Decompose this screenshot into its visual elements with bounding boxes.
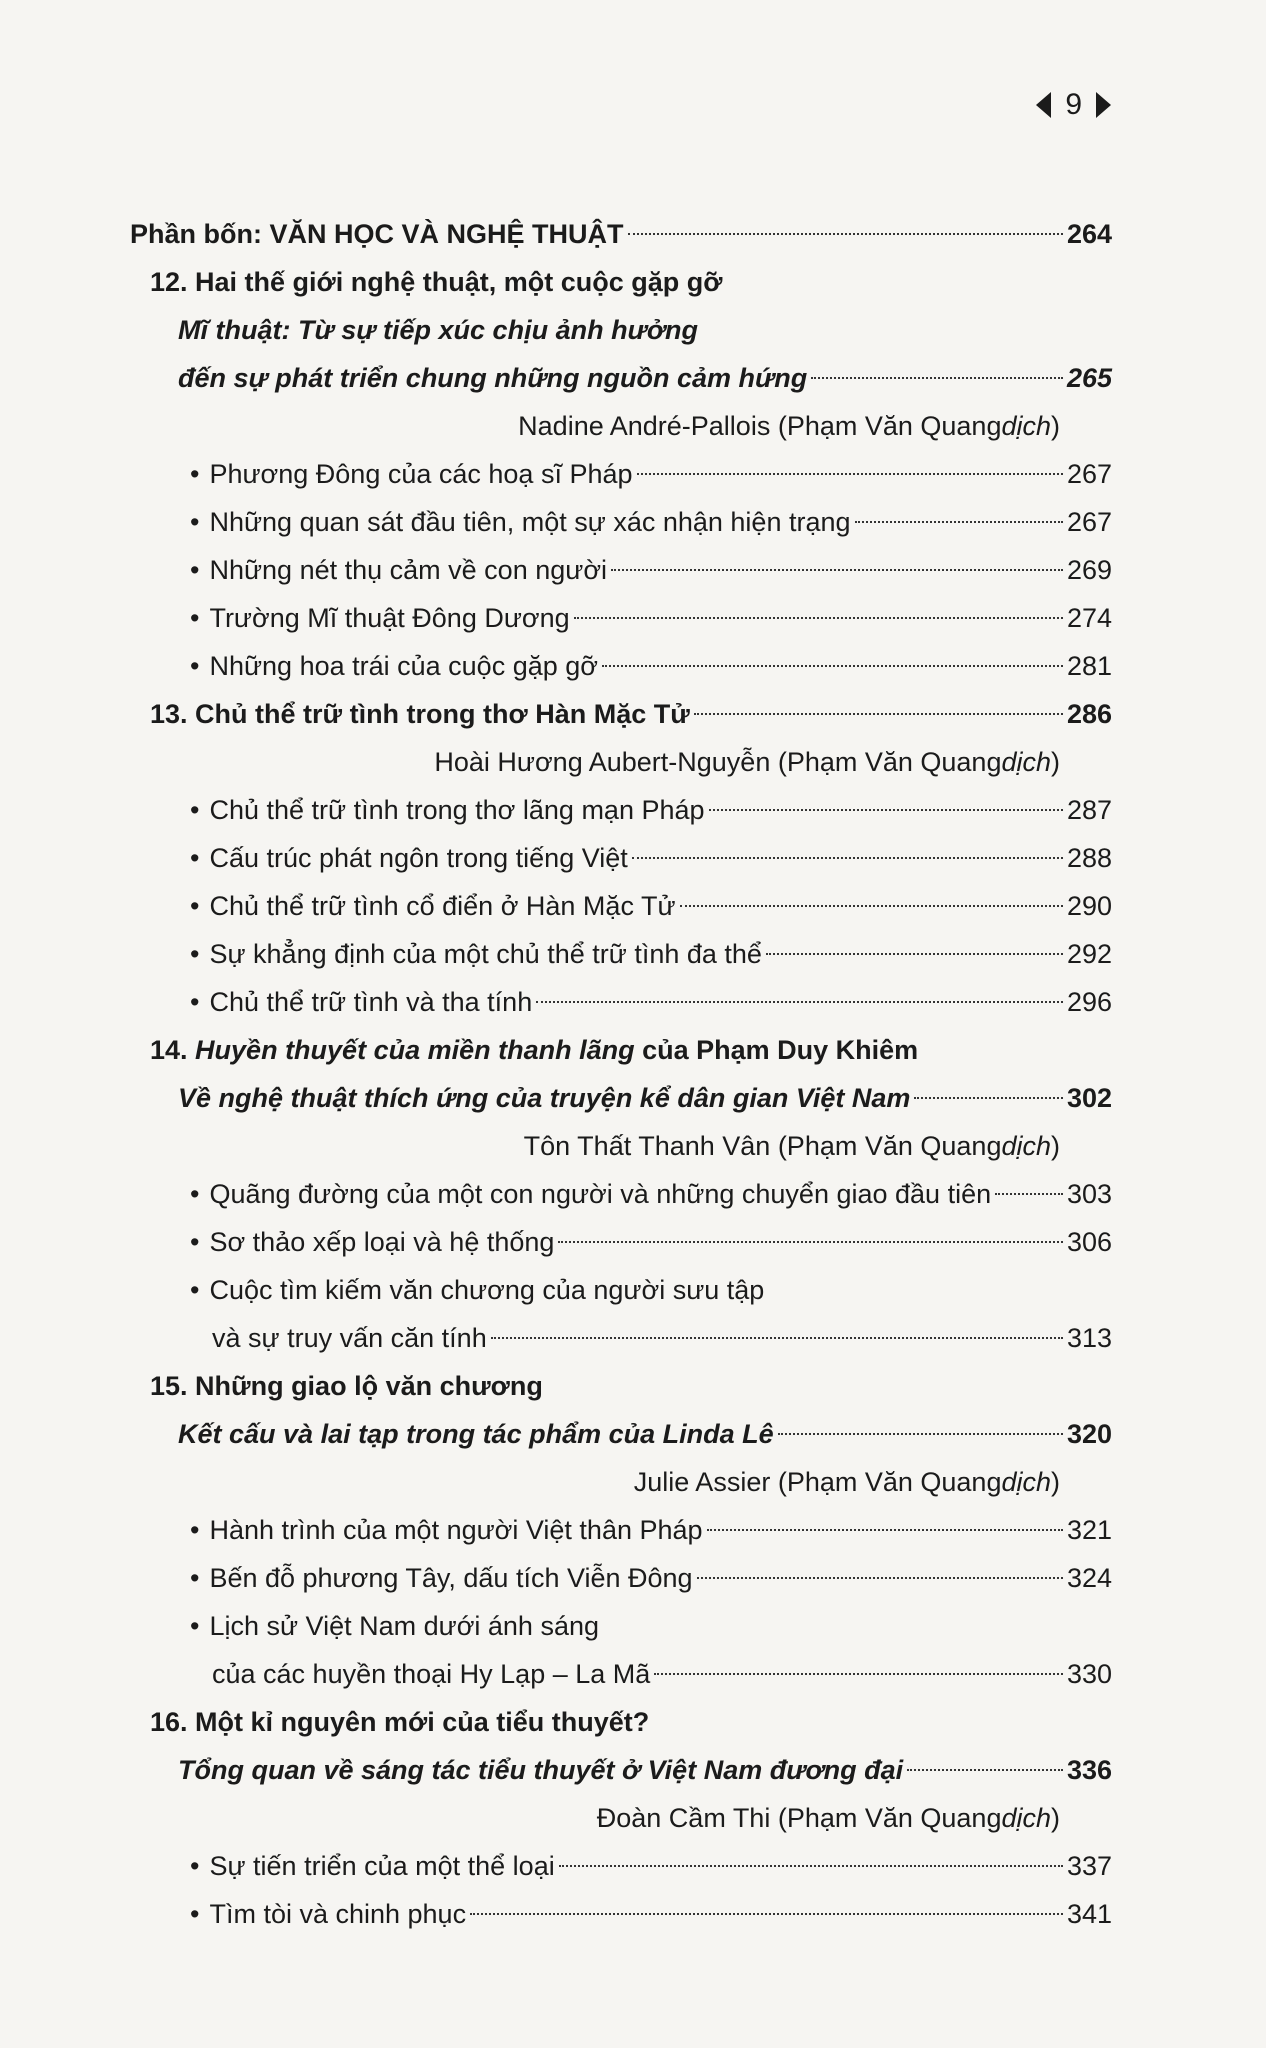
page-ref: 287 <box>1066 795 1112 825</box>
toc-section: • Sự tiến triển của một thể loại 337 <box>130 1842 1112 1890</box>
page-ref: 265 <box>1066 363 1112 393</box>
page-ref: 286 <box>1066 699 1112 729</box>
toc-section: • Quãng đường của một con người và những chuyển giao đầu tiên 303 <box>130 1170 1112 1218</box>
toc-section: • Chủ thể trữ tình và tha tính 296 <box>130 978 1112 1026</box>
toc-section-continuation: và sự truy vấn căn tính 313 <box>130 1314 1112 1362</box>
dot-leader <box>811 377 1063 379</box>
dot-leader <box>637 473 1063 475</box>
dot-leader <box>574 617 1063 619</box>
chapter-author: Nadine André-Pallois (Phạm Văn Quang dịch ) <box>518 411 1060 441</box>
chapter-title: 12. Hai thế giới nghệ thuật, một cuộc gặp gỡ <box>150 267 723 297</box>
page-ref: 290 <box>1066 891 1112 921</box>
chapter-subtitle: Tổng quan về sáng tác tiểu thuyết ở Việt Nam đương đại 336 <box>130 1746 1112 1794</box>
chapter-title: 16. Một kỉ nguyên mới của tiểu thuyết? <box>150 1707 650 1737</box>
dot-leader <box>602 665 1063 667</box>
dot-leader <box>709 809 1063 811</box>
page-ref: 337 <box>1066 1851 1112 1881</box>
dot-leader <box>855 521 1063 523</box>
page-ref: 330 <box>1066 1659 1112 1689</box>
page-ref: 341 <box>1066 1899 1112 1929</box>
chapter-author: Tôn Thất Thanh Vân (Phạm Văn Quang dịch ) <box>523 1131 1060 1161</box>
dot-leader <box>611 569 1063 571</box>
toc-section: • Trường Mĩ thuật Đông Dương 274 <box>130 594 1112 642</box>
toc-section: • Chủ thể trữ tình cổ điển ở Hàn Mặc Tử 290 <box>130 882 1112 930</box>
dot-leader <box>778 1433 1063 1435</box>
page-ref: 267 <box>1066 459 1112 489</box>
page-ref: 264 <box>1066 219 1112 249</box>
toc-section: • Những quan sát đầu tiên, một sự xác nhận hiện trạng 267 <box>130 498 1112 546</box>
toc-section: • Bến đỗ phương Tây, dấu tích Viễn Đông 324 <box>130 1554 1112 1602</box>
toc-section: • Chủ thể trữ tình trong thơ lãng mạn Pháp 287 <box>130 786 1112 834</box>
dot-leader <box>694 713 1063 715</box>
toc-section-continuation: của các huyền thoại Hy Lạp – La Mã 330 <box>130 1650 1112 1698</box>
page-number: 9 <box>1065 88 1082 121</box>
triangle-right-icon <box>1096 92 1111 118</box>
chapter-author: Hoài Hương Aubert-Nguyễn (Phạm Văn Quang dịch ) <box>434 747 1060 777</box>
toc-section: • Phương Đông của các hoạ sĩ Pháp 267 <box>130 450 1112 498</box>
part-title: Phần bốn: VĂN HỌC VÀ NGHỆ THUẬT <box>130 219 624 249</box>
triangle-left-icon <box>1036 92 1051 118</box>
dot-leader <box>628 233 1063 235</box>
dot-leader <box>559 1865 1063 1867</box>
chapter-title: 13. Chủ thể trữ tình trong thơ Hàn Mặc Tử 286 <box>130 690 1112 738</box>
chapter-title: 15. Những giao lộ văn chương <box>150 1371 543 1401</box>
toc-section: • Những nét thụ cảm về con người 269 <box>130 546 1112 594</box>
page-ref: 303 <box>1066 1179 1112 1209</box>
dot-leader <box>632 857 1063 859</box>
toc-section: • Lịch sử Việt Nam dưới ánh sáng <box>190 1611 600 1641</box>
chapter-subtitle: Mĩ thuật: Từ sự tiếp xúc chịu ảnh hưởng <box>178 315 698 345</box>
toc-section: • Sự khẳng định của một chủ thể trữ tình đa thể 292 <box>130 930 1112 978</box>
chapter-subtitle: đến sự phát triển chung những nguồn cảm hứng 265 <box>130 354 1112 402</box>
page-ref: 281 <box>1066 651 1112 681</box>
dot-leader <box>697 1577 1063 1579</box>
dot-leader <box>707 1529 1063 1531</box>
toc-section: • Cấu trúc phát ngôn trong tiếng Việt 288 <box>130 834 1112 882</box>
dot-leader <box>914 1097 1063 1099</box>
dot-leader <box>766 953 1063 955</box>
chapter-title: 14. Huyền thuyết của miền thanh lãng của Phạm Duy Khiêm <box>150 1035 919 1065</box>
page-ref: 302 <box>1066 1083 1112 1113</box>
dot-leader <box>654 1673 1063 1675</box>
page-ref: 269 <box>1066 555 1112 585</box>
chapter-author: Julie Assier (Phạm Văn Quang dịch ) <box>633 1467 1060 1497</box>
toc-section: • Những hoa trái của cuộc gặp gỡ 281 <box>130 642 1112 690</box>
page-ref: 274 <box>1066 603 1112 633</box>
table-of-contents <box>130 210 1112 1938</box>
chapter-subtitle: Kết cấu và lai tạp trong tác phẩm của Linda Lê 320 <box>130 1410 1112 1458</box>
dot-leader <box>680 905 1063 907</box>
toc-section: • Tìm tòi và chinh phục 341 <box>130 1890 1112 1938</box>
page-ref: 267 <box>1066 507 1112 537</box>
page-ref: 313 <box>1066 1323 1112 1353</box>
dot-leader <box>907 1769 1063 1771</box>
toc-section: • Cuộc tìm kiếm văn chương của người sưu tập <box>190 1275 765 1305</box>
page-ref: 321 <box>1066 1515 1112 1545</box>
page-ref: 296 <box>1066 987 1112 1017</box>
page-ref: 324 <box>1066 1563 1112 1593</box>
page-number-marker <box>1036 88 1111 122</box>
page-ref: 306 <box>1066 1227 1112 1257</box>
dot-leader <box>491 1337 1063 1339</box>
page-ref: 288 <box>1066 843 1112 873</box>
page-ref: 336 <box>1066 1755 1112 1785</box>
dot-leader <box>558 1241 1063 1243</box>
chapter-author: Đoàn Cầm Thi (Phạm Văn Quang dịch ) <box>596 1803 1060 1833</box>
page-ref: 320 <box>1066 1419 1112 1449</box>
dot-leader <box>536 1001 1063 1003</box>
dot-leader <box>470 1913 1063 1915</box>
toc-section: • Hành trình của một người Việt thân Pháp 321 <box>130 1506 1112 1554</box>
toc-part-heading <box>130 210 1112 258</box>
page-ref: 292 <box>1066 939 1112 969</box>
toc-section: • Sơ thảo xếp loại và hệ thống 306 <box>130 1218 1112 1266</box>
dot-leader <box>995 1193 1063 1195</box>
chapter-subtitle: Về nghệ thuật thích ứng của truyện kể dân gian Việt Nam 302 <box>130 1074 1112 1122</box>
